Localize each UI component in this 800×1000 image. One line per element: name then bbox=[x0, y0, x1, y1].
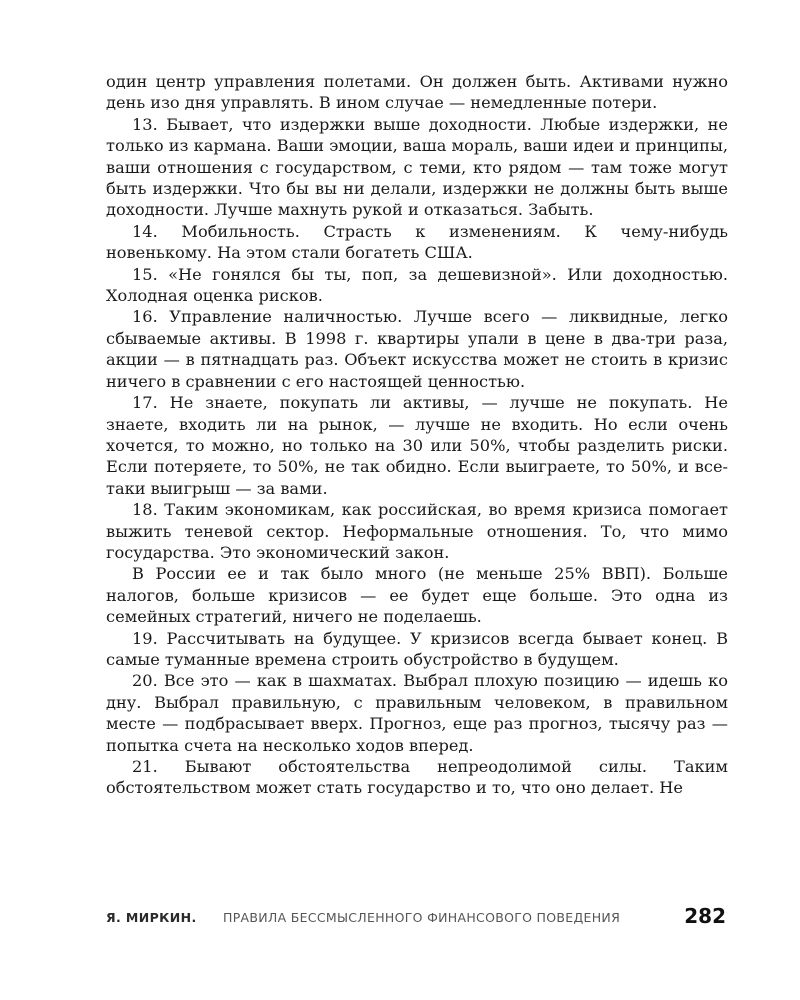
paragraph-continued: один центр управления полетами. Он должен быть. Активами нужно день изо дня управлять. В ином случае — немедленные потери. bbox=[106, 72, 728, 113]
paragraph-20: 20. Все это — как в шахматах. Выбрал плохую позицию — идешь ко дну. Выбрал правильную, с правильным человеком, в правильном месте — подбрасывает вверх. Прогноз, еще раз прогноз, тысячу раз — попытка счета на несколько ходов вперед. bbox=[106, 671, 728, 755]
body-text bbox=[106, 71, 728, 799]
paragraph-17: 17. Не знаете, покупать ли активы, — лучше не покупать. Не знаете, входить ли на рынок, — лучше не входить. Но если очень хочется, то можно, но только на 30 или 50%, чтобы разделить риски. Если потеряете, то 50%, не так обидно. Если выиграете, то 50%, и все-таки выигрыш — за вами. bbox=[106, 393, 728, 498]
page-footer bbox=[106, 904, 728, 930]
footer-book-title: ПРАВИЛА БЕССМЫСЛЕННОГО ФИНАНСОВОГО ПОВЕДЕНИЯ bbox=[223, 910, 621, 925]
paragraph-18-cont: В России ее и так было много (не меньше 25% ВВП). Больше налогов, больше кризисов — ее будет еще больше. Это одна из семейных стратегий, ничего не поделаешь. bbox=[106, 564, 728, 627]
paragraph-19: 19. Рассчитывать на будущее. У кризисов всегда бывает конец. В самые туманные времена строить обустройство в будущем. bbox=[106, 628, 728, 669]
paragraph-21: 21. Бывают обстоятельства непреодолимой силы. Таким обстоятельством может стать государство и то, что оно делает. Не bbox=[106, 757, 728, 798]
paragraph-18: 18. Таким экономикам, как российская, во время кризиса помогает выжить теневой сектор. Неформальные отношения. То, что мимо государства. Это экономический закон. bbox=[106, 500, 728, 562]
footer-author: Я. МИРКИН. bbox=[106, 910, 197, 925]
paragraph-14: 14. Мобильность. Страсть к изменениям. К чему-нибудь новенькому. На этом стали богатеть США. bbox=[106, 221, 728, 263]
page-number: 282 bbox=[684, 904, 726, 928]
paragraph-16: 16. Управление наличностью. Лучше всего — ликвидные, легко сбываемые активы. В 1998 г. квартиры упали в цене в два-три раза, акции — в пятнадцать раз. Объект искусства может не стоить в кризис ничего в сравнении с его настоящей ценностью. bbox=[106, 307, 728, 391]
paragraph-15: 15. «Не гонялся бы ты, поп, за дешевизной». Или доходностью. Холодная оценка рисков. bbox=[106, 264, 728, 306]
paragraph-13: 13. Бывает, что издержки выше доходности. Любые издержки, не только из кармана. Ваши эмоции, ваша мораль, ваши идеи и принципы, ваши отношения с государством, с теми, кто рядом — там тоже могут быть издержки. Что бы вы ни делали, издержки не должны быть выше доходности. Лучше махнуть рукой и отказаться. Забыть. bbox=[106, 114, 728, 220]
